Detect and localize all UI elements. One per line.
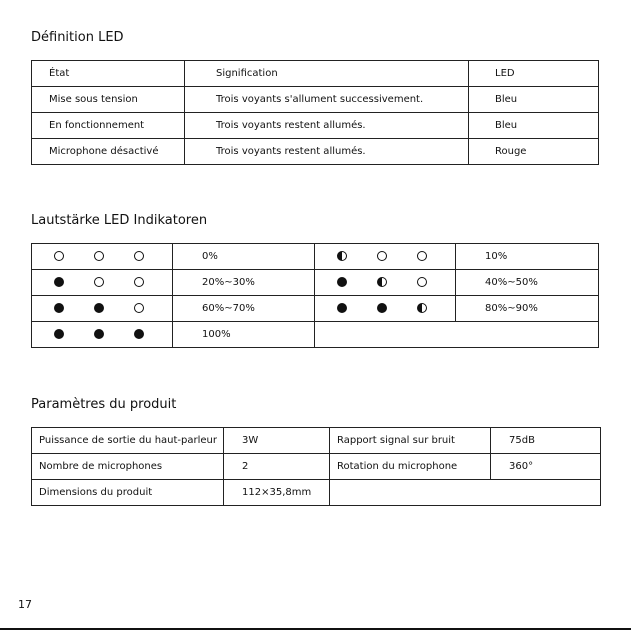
product-parameters-table: [31, 427, 601, 506]
param-value: 112×35,8mm: [224, 480, 330, 506]
table-row: [32, 244, 599, 270]
meaning-cell: Trois voyants restent allumés.: [185, 139, 469, 165]
state-cell: En fonctionnement: [32, 113, 185, 139]
led-full-icon: [54, 277, 64, 287]
footer-divider: [0, 628, 631, 630]
param-label: Dimensions du produit: [32, 480, 224, 506]
state-cell: Mise sous tension: [32, 87, 185, 113]
led-indicator-group: [32, 322, 173, 348]
led-full-icon: [94, 303, 104, 313]
param-label: Rapport signal sur bruit: [330, 428, 491, 454]
table-row: [32, 270, 599, 296]
volume-percent: 100%: [173, 322, 315, 348]
state-cell: Microphone désactivé: [32, 139, 185, 165]
led-empty-icon: [417, 277, 427, 287]
led-indicator-group: [315, 244, 456, 270]
volume-percent: 40%~50%: [456, 270, 599, 296]
led-full-icon: [337, 277, 347, 287]
led-definition-table: [31, 60, 599, 165]
table-row: [32, 139, 599, 165]
led-indicator-group: [32, 270, 173, 296]
led-empty-icon: [134, 277, 144, 287]
table-row: [32, 480, 601, 506]
param-value: 75dB: [491, 428, 601, 454]
led-empty-icon: [417, 251, 427, 261]
led-empty-icon: [54, 251, 64, 261]
param-value: 2: [224, 454, 330, 480]
table-row: [32, 322, 599, 348]
led-half-icon: [377, 277, 387, 287]
empty-cell: [315, 322, 599, 348]
volume-percent: 60%~70%: [173, 296, 315, 322]
header-led: LED: [469, 61, 599, 87]
led-full-icon: [54, 329, 64, 339]
led-indicator-group: [315, 296, 456, 322]
table-row: [32, 454, 601, 480]
param-label: Nombre de microphones: [32, 454, 224, 480]
led-full-icon: [94, 329, 104, 339]
led-indicator-group: [32, 244, 173, 270]
led-full-icon: [134, 329, 144, 339]
table-row: [32, 428, 601, 454]
led-full-icon: [377, 303, 387, 313]
param-label: Rotation du microphone: [330, 454, 491, 480]
led-color-cell: Bleu: [469, 113, 599, 139]
led-empty-icon: [94, 277, 104, 287]
meaning-cell: Trois voyants s'allument successivement.: [185, 87, 469, 113]
table-row: [32, 296, 599, 322]
volume-indicators-title: Lautstärke LED Indikatoren: [31, 213, 208, 228]
volume-percent: 20%~30%: [173, 270, 315, 296]
led-indicator-group: [315, 270, 456, 296]
led-empty-icon: [134, 251, 144, 261]
led-half-icon: [337, 251, 347, 261]
led-color-cell: Rouge: [469, 139, 599, 165]
led-full-icon: [337, 303, 347, 313]
table-header-row: [32, 61, 599, 87]
empty-cell: [330, 480, 601, 506]
product-parameters-title: Paramètres du produit: [31, 397, 177, 412]
led-half-icon: [417, 303, 427, 313]
meaning-cell: Trois voyants restent allumés.: [185, 113, 469, 139]
page-number: 17: [18, 598, 32, 611]
volume-percent: 80%~90%: [456, 296, 599, 322]
led-full-icon: [54, 303, 64, 313]
led-empty-icon: [377, 251, 387, 261]
led-indicator-group: [32, 296, 173, 322]
led-color-cell: Bleu: [469, 87, 599, 113]
header-state: État: [32, 61, 185, 87]
volume-percent: 10%: [456, 244, 599, 270]
param-label: Puissance de sortie du haut-parleur: [32, 428, 224, 454]
header-meaning: Signification: [185, 61, 469, 87]
param-value: 360°: [491, 454, 601, 480]
led-empty-icon: [134, 303, 144, 313]
led-definition-title: Définition LED: [31, 30, 124, 45]
param-value: 3W: [224, 428, 330, 454]
volume-percent: 0%: [173, 244, 315, 270]
led-empty-icon: [94, 251, 104, 261]
table-row: [32, 87, 599, 113]
volume-indicators-table: [31, 243, 599, 348]
table-row: [32, 113, 599, 139]
